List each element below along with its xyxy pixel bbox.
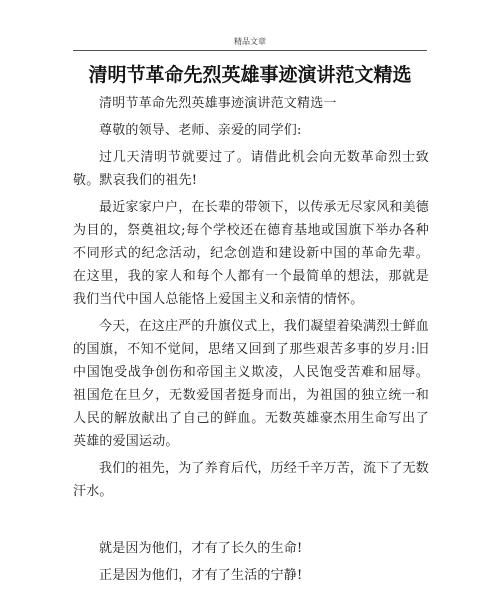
paragraph-salutation: 尊敬的领导、老师、亲爱的同学们:	[99, 123, 302, 138]
paragraph: 今天，在这庄严的升旗仪式上，我们凝望着染满烈士鲜血的国旗，不知不觉间，思绪又回到了那些艰苦多事的岁月:旧中国饱受战争创伤和帝国主义欺凌，人民饱受苦难和屈辱。祖国危在旦夕，无数爱国者挺身而出，为祖国的独立统一和人民的解放献出了自己的鲜血。无数英雄豪杰用生命写出了英雄的爱国运动。	[73, 319, 430, 449]
paragraph: 就是因为他们，才有了长久的生命!	[99, 541, 303, 556]
paragraph: 过几天清明节就要过了。请借此机会向无数革命烈士致敬。默哀我们的祖先!	[73, 150, 429, 188]
paragraph: 正是因为他们，才有了生活的宁静!	[99, 568, 303, 583]
paragraph: 我们的祖先，为了养育后代，历经千辛万苦，流下了无数汗水。	[73, 461, 430, 499]
header-divider	[73, 50, 427, 51]
paragraph: 最近家家户户，在长辈的带领下，以传承无尽家风和美德为目的，祭奠祖坟;每个学校还在德育基地或国旗下举办各种不同形式的纪念活动，纪念创造和建设新中国的革命先辈。在这里，我的家人和每个人都有一个最简单的想法，那就是我们当代中国人总能恪上爱国主义和亲情的情怀。	[73, 200, 430, 307]
running-header: 精品文章	[234, 37, 266, 46]
document-title: 清明节革命先烈英雄事迹演讲范文精选	[88, 64, 412, 86]
document-body	[73, 92, 429, 591]
paragraph-subtitle: 清明节革命先烈英雄事迹演讲范文精选一	[99, 96, 337, 111]
